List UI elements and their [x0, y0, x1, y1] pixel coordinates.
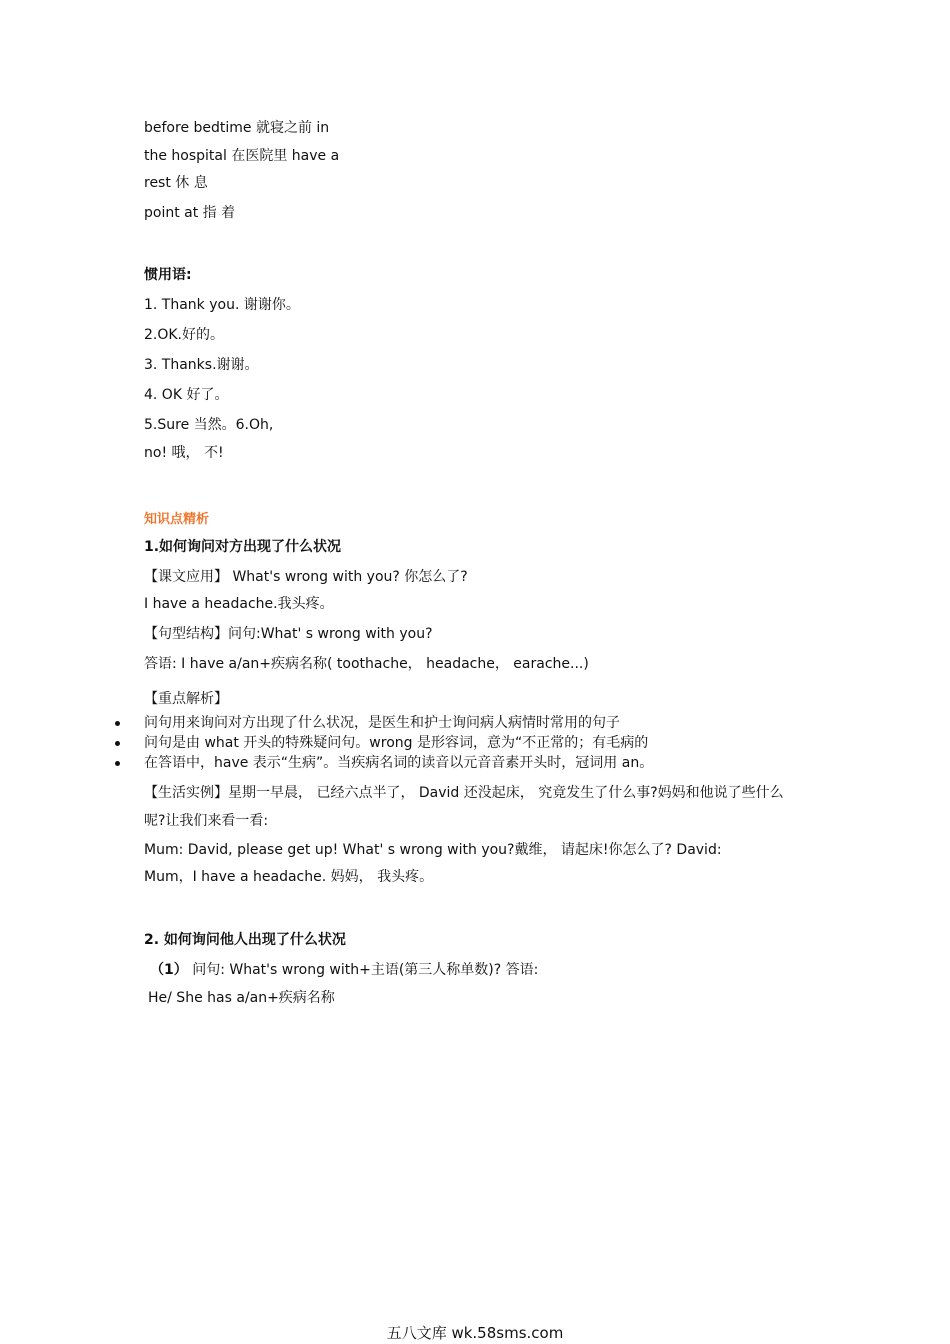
idiom-item: 2.OK.好的。 [144, 327, 225, 343]
idiom-item: 5.Sure 当然。6.Oh, [144, 417, 274, 433]
vocab-line-3: rest 休 息 [144, 175, 208, 191]
life-example: 【生活实例】星期一早晨， 已经六点半了， David 还没起床， 究竟发生了什么事?妈妈和他说了些什么 [144, 785, 784, 801]
question-pattern [150, 960, 538, 980]
focus-bullet: 问句用来询问对方出现了什么状况，是医生和护士询问病人病情时常用的句子 [144, 715, 620, 731]
vocab-line-4: point at 指 着 [144, 205, 236, 221]
knowledge-label: 知识点精析 [144, 512, 210, 527]
life-example-cont: 呢?让我们来看一看: [144, 813, 269, 829]
sentence-structure: 【句型结构】问句:What' s wrong with you? [144, 626, 433, 642]
text-application-answer: I have a headache.我头疼。 [144, 596, 334, 612]
idiom-item: 3. Thanks.谢谢。 [144, 357, 259, 373]
question-text: 问句: What's wrong with+主语(第三人称单数)? 答语: [187, 962, 539, 978]
bullet-dot [115, 721, 120, 726]
focus-bullet: 在答语中，have 表示“生病”。当疾病名词的读音以元音音素开头时，冠词用 an。 [144, 755, 654, 771]
dialogue-line: Mum，I have a headache. 妈妈， 我头疼。 [144, 869, 434, 885]
idioms-heading: 惯用语: [144, 267, 192, 283]
dialogue-line: Mum: David, please get up! What' s wrong with you?戴维， 请起床!你怎么了? David: [144, 842, 722, 858]
bullet-dot [115, 741, 120, 746]
answer-pattern: 答语: I have a/an+疾病名称( toothache， headache， earache...) [144, 656, 589, 672]
bullet-dot [115, 761, 120, 766]
footer-watermark: 五八文库 wk.58sms.com [386, 1324, 564, 1342]
answer-pattern-2: He/ She has a/an+疾病名称 [148, 990, 335, 1006]
section-2-title: 2. 如何询问他人出现了什么状况 [144, 932, 346, 948]
question-number: （1） [150, 962, 188, 978]
section-1-title: 1.如何询问对方出现了什么状况 [144, 539, 342, 555]
idiom-item: no! 哦， 不! [144, 445, 224, 461]
focus-heading: 【重点解析】 [144, 691, 228, 707]
focus-bullet: 问句是由 what 开头的特殊疑问句。wrong 是形容词，意为“不正常的；有毛病的 [144, 735, 649, 751]
idiom-item: 4. OK 好了。 [144, 387, 229, 403]
idiom-item: 1. Thank you. 谢谢你。 [144, 297, 300, 313]
vocab-line-1: before bedtime 就寝之前 in [144, 120, 330, 136]
text-application: 【课文应用】 What's wrong with you? 你怎么了? [144, 569, 468, 585]
vocab-line-2: the hospital 在医院里 have a [144, 148, 340, 164]
